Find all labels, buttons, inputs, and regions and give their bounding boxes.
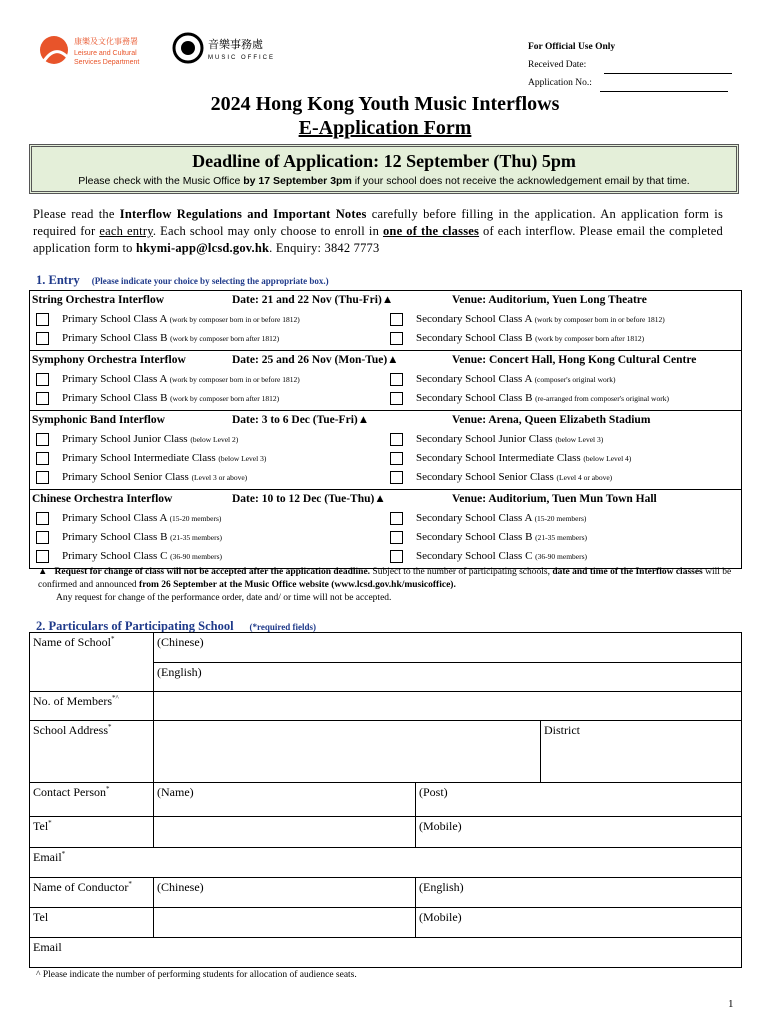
school-name-label-cell	[30, 633, 154, 692]
contact-name-label: (Name)	[157, 785, 194, 799]
class-checkbox[interactable]	[390, 373, 403, 386]
intro-enquiry: . Enquiry: 3842 7773	[269, 241, 380, 255]
entry-note: (Please indicate your choice by selecting the appropriate box.)	[91, 276, 329, 286]
intro-text-2: carefully before filling in the application. An application form is required for	[33, 207, 724, 238]
class-name: Primary School Class B	[62, 531, 171, 543]
class-option-label	[62, 512, 221, 524]
class-name: Secondary School Junior Class	[416, 433, 556, 445]
school-name-label: Name of School	[33, 635, 111, 649]
contact-post-label: (Post)	[419, 785, 448, 799]
conductor-tel-label-cell	[30, 908, 154, 938]
interflow-group	[30, 490, 741, 568]
conductor-email-field[interactable]	[30, 938, 742, 968]
interflow-venue: Venue: Auditorium, Tuen Mun Town Hall	[452, 493, 657, 505]
tel-field[interactable]	[154, 817, 416, 848]
conductor-label-cell	[30, 878, 154, 908]
class-criteria: (15-20 members)	[534, 514, 587, 523]
music-office-logo	[172, 32, 282, 66]
class-name: Primary School Intermediate Class	[62, 452, 219, 464]
class-criteria: (below Level 3)	[555, 435, 604, 444]
interflow-date: Date: 3 to 6 Dec (Tue-Fri)▲	[232, 414, 370, 426]
class-criteria: (below Level 2)	[190, 435, 239, 444]
members-field[interactable]	[154, 692, 742, 721]
intro-text-1: Please read the	[33, 207, 120, 221]
particulars-heading: 2. Particulars of Participating School	[36, 619, 234, 633]
class-criteria: (work by composer born in or before 1812)	[169, 375, 300, 384]
email-field[interactable]	[30, 848, 742, 878]
class-checkbox[interactable]	[390, 433, 403, 446]
class-option-label	[62, 313, 300, 325]
warning-bold-1: Request for change of class will not be accepted after the application deadline.	[54, 567, 371, 577]
class-criteria: (21-35 members)	[170, 533, 223, 542]
warning-text-3: Any request for change of the performance order, date and/ or time will not be accepted.	[56, 593, 392, 603]
received-date-label: Received Date:	[528, 60, 587, 70]
class-name: Primary School Class B	[62, 392, 171, 404]
class-name: Primary School Junior Class	[62, 433, 191, 445]
deadline-note-bold: by 17 September 3pm	[243, 175, 352, 187]
class-option-label	[416, 313, 665, 325]
deadline-main: Deadline of Application: 12 September (Thu) 5pm	[192, 151, 576, 171]
address-field[interactable]	[154, 721, 541, 783]
req-mark: *	[48, 819, 52, 827]
class-name: Primary School Class C	[62, 550, 171, 562]
intro-regulations: Interflow Regulations and Important Notes	[119, 207, 367, 221]
class-name: Primary School Class A	[62, 512, 170, 524]
class-option-label	[62, 433, 238, 445]
interflow-header	[32, 352, 739, 370]
form-title	[0, 92, 770, 140]
application-no-label: Application No.:	[528, 78, 592, 88]
deadline-box	[29, 144, 739, 194]
conductor-mobile-label: (Mobile)	[419, 910, 462, 924]
class-option-label	[62, 471, 247, 483]
class-checkbox[interactable]	[390, 452, 403, 465]
conductor-english-label: (English)	[419, 880, 464, 894]
members-req-mark: *^	[111, 694, 119, 702]
class-criteria: (work by composer born in or before 1812)	[534, 315, 665, 324]
class-checkbox[interactable]	[390, 313, 403, 326]
class-option-row	[32, 310, 739, 329]
class-option-label	[416, 471, 612, 483]
class-option-label	[62, 373, 300, 385]
interflow-date: Date: 21 and 22 Nov (Thu-Fri)▲	[232, 294, 394, 306]
class-option-row	[32, 528, 739, 547]
class-name: Secondary School Senior Class	[416, 471, 557, 483]
class-option-label	[416, 392, 669, 404]
class-name: Secondary School Class C	[416, 550, 536, 562]
req-mark: *	[61, 850, 66, 858]
class-checkbox[interactable]	[390, 332, 403, 345]
class-criteria: (work by composer born after 1812)	[170, 334, 280, 343]
contact-label: Contact Person	[33, 785, 106, 799]
class-option-label	[416, 332, 644, 344]
conductor-tel-label: Tel	[33, 910, 49, 924]
class-checkbox[interactable]	[36, 531, 49, 544]
interflow-name: Symphony Orchestra Interflow	[32, 354, 186, 366]
warning-mark: ▲	[38, 567, 48, 577]
class-checkbox[interactable]	[390, 512, 403, 525]
class-checkbox[interactable]	[390, 531, 403, 544]
particulars-table	[29, 632, 742, 968]
class-criteria: (work by composer born after 1812)	[170, 394, 280, 403]
class-option-row	[32, 370, 739, 389]
svg-text:Leisure and Cultural: Leisure and Cultural	[74, 50, 137, 57]
class-name: Secondary School Intermediate Class	[416, 452, 584, 464]
class-checkbox[interactable]	[36, 373, 49, 386]
class-option-label	[416, 452, 631, 464]
intro-one-class: one of the classes	[382, 224, 480, 238]
class-checkbox[interactable]	[36, 313, 49, 326]
class-checkbox[interactable]	[36, 471, 49, 484]
lcsd-logo	[36, 30, 156, 74]
class-option-row	[32, 509, 739, 528]
address-label-cell	[30, 721, 154, 783]
class-option-row	[32, 430, 739, 449]
contact-label-cell	[30, 783, 154, 817]
class-checkbox[interactable]	[36, 452, 49, 465]
tel-label: Tel	[33, 819, 49, 833]
intro-paragraph	[33, 206, 723, 257]
class-option-label	[416, 531, 587, 543]
intro-email[interactable]: hkymi-app@lcsd.gov.hk	[135, 241, 270, 255]
class-name: Primary School Class A	[62, 373, 170, 385]
received-date-line	[604, 63, 732, 74]
class-criteria: (work by composer born in or before 1812)	[169, 315, 300, 324]
particulars-note: (*required fields)	[249, 622, 316, 632]
req-mark: *	[128, 880, 132, 888]
class-name: Primary School Class A	[62, 313, 170, 325]
class-name: Secondary School Class A	[416, 373, 535, 385]
school-name-chinese-field[interactable]	[154, 633, 742, 663]
class-option-row	[32, 449, 739, 468]
class-criteria: (21-35 members)	[535, 533, 588, 542]
class-option-row	[32, 389, 739, 408]
class-option-row	[32, 329, 739, 348]
official-use-box	[528, 38, 732, 92]
class-name: Secondary School Class A	[416, 313, 535, 325]
address-label: School Address	[33, 723, 108, 737]
interflow-group	[30, 351, 741, 411]
class-checkbox[interactable]	[36, 392, 49, 405]
email-label: Email	[33, 850, 62, 864]
intro-each-entry: each entry	[99, 224, 153, 238]
class-option-label	[416, 550, 587, 562]
class-checkbox[interactable]	[390, 471, 403, 484]
school-name-english-label: (English)	[157, 665, 202, 679]
class-option-label	[416, 373, 615, 385]
mobile-field[interactable]	[416, 817, 742, 848]
class-criteria: (composer's original work)	[534, 375, 616, 384]
interflow-name: Chinese Orchestra Interflow	[32, 493, 173, 505]
class-option-label	[62, 531, 222, 543]
interflow-header	[32, 491, 739, 509]
class-criteria: (re-arranged from composer's original work)	[535, 394, 669, 403]
class-option-label	[416, 433, 603, 445]
interflow-date: Date: 10 to 12 Dec (Tue-Thu)▲	[232, 493, 386, 505]
interflow-group	[30, 291, 741, 351]
class-name: Primary School Class B	[62, 332, 171, 344]
warning-bold-2: date and time of the Interflow classes	[552, 567, 703, 577]
interflow-venue: Venue: Arena, Queen Elizabeth Stadium	[452, 414, 651, 426]
class-change-warning	[38, 566, 738, 605]
official-use-label: For Official Use Only	[528, 42, 616, 52]
conductor-english-field[interactable]	[416, 878, 742, 908]
interflow-venue: Venue: Concert Hall, Hong Kong Cultural Centre	[452, 354, 697, 366]
members-label-cell	[30, 692, 154, 721]
class-option-label	[62, 452, 266, 464]
school-name-english-field[interactable]	[154, 663, 742, 692]
class-checkbox[interactable]	[390, 550, 403, 563]
class-criteria: (36-90 members)	[535, 552, 588, 561]
conductor-tel-field[interactable]	[154, 908, 416, 938]
district-field[interactable]	[541, 721, 742, 783]
footnote: ^ Please indicate the number of performing students for allocation of audience seats.	[36, 970, 357, 980]
class-checkbox[interactable]	[36, 433, 49, 446]
entry-heading: 1. Entry	[36, 273, 80, 287]
deadline-note-post: if your school does not receive the acknowledgement email by that time.	[351, 175, 690, 187]
class-checkbox[interactable]	[390, 392, 403, 405]
class-name: Secondary School Class B	[416, 531, 536, 543]
entry-table	[29, 290, 742, 569]
interflow-venue: Venue: Auditorium, Yuen Long Theatre	[452, 294, 647, 306]
conductor-label: Name of Conductor	[33, 880, 129, 894]
req-mark: *	[106, 785, 110, 793]
contact-name-field[interactable]	[154, 783, 416, 817]
intro-text-3: . Each school may only choose to enroll in	[152, 224, 383, 238]
deadline-note	[32, 175, 736, 187]
intro-text-4: of each interflow. Please email the completed application form to	[33, 224, 723, 255]
req-mark: *	[108, 723, 112, 731]
class-option-label	[62, 332, 279, 344]
class-option-row	[32, 468, 739, 487]
tel-label-cell	[30, 817, 154, 848]
school-name-chinese-label: (Chinese)	[157, 635, 204, 649]
interflow-group	[30, 411, 741, 490]
class-option-label	[416, 512, 586, 524]
svg-text:Services Department: Services Department	[74, 59, 140, 66]
application-no-line	[600, 81, 728, 92]
class-checkbox[interactable]	[36, 332, 49, 345]
interflow-name: Symphonic Band Interflow	[32, 414, 165, 426]
svg-text:康樂及文化事務署: 康樂及文化事務署	[74, 37, 138, 46]
class-criteria: (Level 3 or above)	[191, 473, 248, 482]
class-option-label	[62, 392, 279, 404]
entry-heading-row	[36, 271, 329, 289]
class-criteria: (below Level 3)	[218, 454, 267, 463]
class-criteria: (work by composer born after 1812)	[535, 334, 645, 343]
class-name: Secondary School Class A	[416, 512, 535, 524]
class-criteria: (Level 4 or above)	[556, 473, 613, 482]
class-name: Secondary School Class B	[416, 332, 536, 344]
page-number: 1	[728, 998, 734, 1010]
interflow-header	[32, 412, 739, 430]
conductor-chinese-field[interactable]	[154, 878, 416, 908]
conductor-email-label: Email	[33, 940, 62, 954]
warning-bold-3: from 26 September at the Music Office website (www.lcsd.gov.hk/musicoffice).	[139, 580, 456, 590]
warning-text-1: Subject to the number of participating schools,	[370, 567, 553, 577]
title-line-1: 2024 Hong Kong Youth Music Interflows	[210, 93, 560, 115]
contact-post-field[interactable]	[416, 783, 742, 817]
req-mark: *	[110, 635, 115, 643]
class-name: Secondary School Class B	[416, 392, 536, 404]
class-name: Primary School Senior Class	[62, 471, 192, 483]
class-criteria: (15-20 members)	[169, 514, 222, 523]
deadline-note-pre: Please check with the Music Office	[78, 175, 244, 187]
warning-text-2: will be confirmed and announced	[38, 567, 732, 590]
interflow-header	[32, 292, 739, 310]
class-option-label	[62, 550, 222, 562]
interflow-date: Date: 25 and 26 Nov (Mon-Tue)▲	[232, 354, 399, 366]
svg-text:MUSIC OFFICE: MUSIC OFFICE	[208, 55, 275, 61]
class-option-row	[32, 547, 739, 566]
conductor-mobile-field[interactable]	[416, 908, 742, 938]
svg-text:音樂事務處: 音樂事務處	[208, 38, 263, 51]
class-criteria: (below Level 4)	[583, 454, 632, 463]
title-line-2: E-Application Form	[298, 117, 472, 139]
class-checkbox[interactable]	[36, 512, 49, 525]
district-label: District	[544, 723, 580, 737]
class-checkbox[interactable]	[36, 550, 49, 563]
interflow-name: String Orchestra Interflow	[32, 294, 165, 306]
class-criteria: (36-90 members)	[170, 552, 223, 561]
mobile-label: (Mobile)	[419, 819, 462, 833]
members-label: No. of Members	[33, 694, 112, 708]
conductor-chinese-label: (Chinese)	[157, 880, 204, 894]
